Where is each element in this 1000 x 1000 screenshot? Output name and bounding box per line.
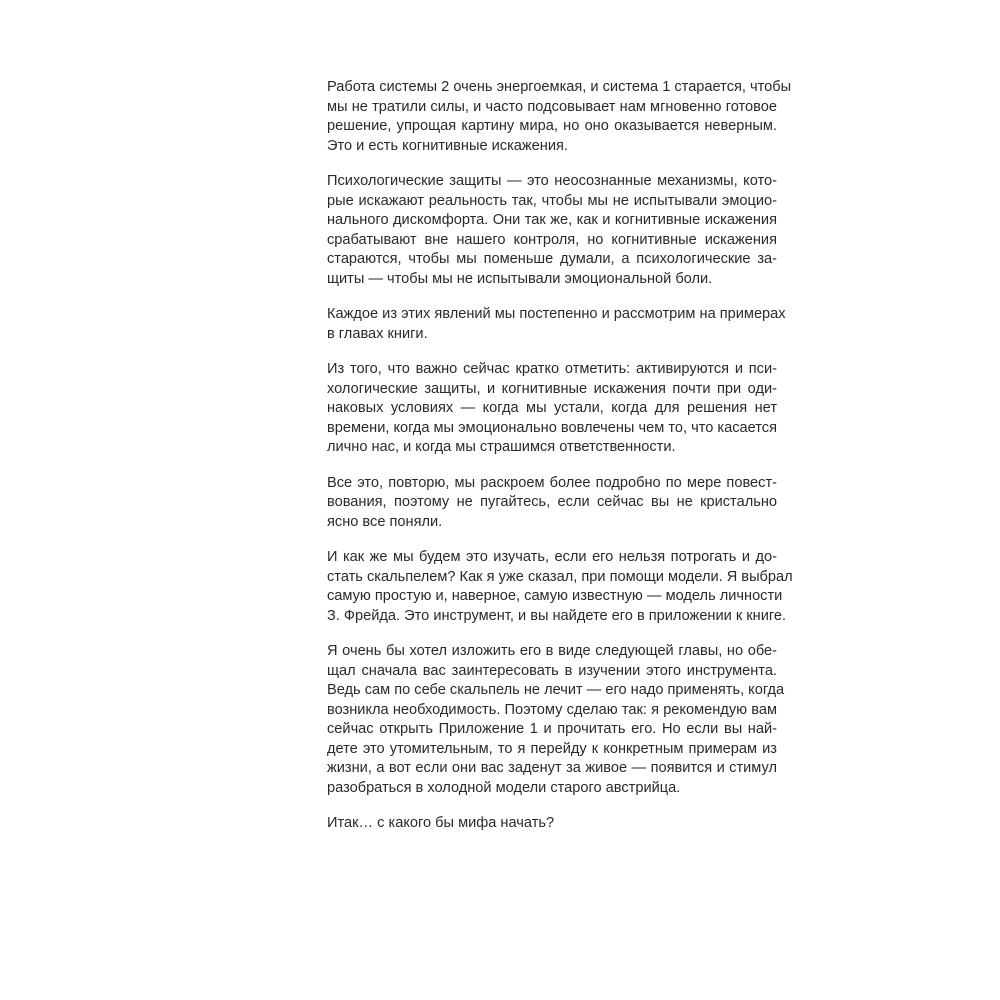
text-line: дете это утомительным, то я перейду к конкретным примерам из [327, 740, 777, 757]
text-line: ясно все поняли. [327, 513, 443, 530]
text-line: лично нас, и когда мы страшимся ответственности. [327, 439, 676, 455]
text-line: Работа системы 2 очень энергоемкая, и система 1 старается, чтобы [327, 79, 792, 95]
text-line: Ведь сам по себе скальпель не лечит — его надо применять, когда [327, 682, 785, 698]
text-line: возникла необходимость. Поэтому сделаю так: я рекомендую вам [327, 701, 777, 718]
paragraph [327, 814, 777, 834]
text-line: решение, упрощая картину мира, но оно оказывается неверным. [327, 118, 777, 134]
text-line: щиты — чтобы мы не испытывали эмоциональной боли. [327, 270, 713, 287]
paragraph [327, 642, 785, 798]
text-line: жизни, а вот если они вас заденут за живое — появится и стимул [327, 760, 777, 776]
text-line: времени, когда мы эмоционально вовлечены чем то, что касается [327, 419, 777, 436]
text-line: И как же мы будем это изучать, если его нельзя потрогать и до- [327, 549, 777, 565]
text-line: в главах книги. [327, 325, 428, 342]
text-line: стать скальпелем? Как я уже сказал, при помощи модели. Я выбрал [327, 568, 793, 585]
text-line: наковых условиях — когда мы устали, когда для решения нет [327, 400, 777, 416]
text-line: Это и есть когнитивные искажения. [327, 137, 568, 154]
paragraph [327, 360, 777, 458]
text-line: самую простую и, наверное, самую известную — модель личности [327, 588, 783, 604]
text-line: вования, поэтому не пугайтесь, если сейчас вы не кристально [327, 494, 777, 510]
text-line: Итак… с какого бы мифа начать? [327, 815, 555, 831]
text-column [327, 78, 793, 850]
text-line: Психологические защиты — это неосознанные механизмы, кото- [327, 173, 777, 189]
text-line: стараются, чтобы мы поменьше думали, а психологические за- [327, 251, 777, 267]
text-line: Из того, что важно сейчас кратко отметить: активируются и пси- [327, 361, 777, 377]
text-line: рые искажают реальность так, чтобы мы не испытывали эмоцио- [327, 192, 777, 209]
paragraph [327, 474, 777, 533]
text-line: Все это, повторю, мы раскроем более подробно по мере повест- [327, 474, 777, 491]
text-line: сейчас открыть Приложение 1 и прочитать его. Но если вы най- [327, 721, 777, 737]
paragraph [327, 78, 792, 156]
text-line: срабатывают вне нашего контроля, но когнитивные искажения [327, 231, 777, 248]
text-line: хологические защиты, и когнитивные искажения почти при оди- [327, 380, 777, 397]
text-line: Каждое из этих явлений мы постепенно и рассмотрим на примерах [327, 306, 786, 322]
text-line: щал сначала вас заинтересовать в изучении этого инструмента. [327, 662, 777, 679]
paragraph [327, 305, 786, 344]
text-line: мы не тратили силы, и часто подсовывает нам мгновенно готовое [327, 98, 777, 115]
text-line: Я очень бы хотел изложить его в виде следующей главы, но обе- [327, 643, 777, 659]
text-line: разобраться в холодной модели старого австрийца. [327, 779, 681, 796]
paragraph [327, 548, 793, 626]
text-line: З. Фрейда. Это инструмент, и вы найдете его в приложении к книге. [327, 607, 787, 624]
text-line: нального дискомфорта. Они так же, как и когнитивные искажения [327, 212, 777, 228]
paragraph [327, 172, 777, 289]
